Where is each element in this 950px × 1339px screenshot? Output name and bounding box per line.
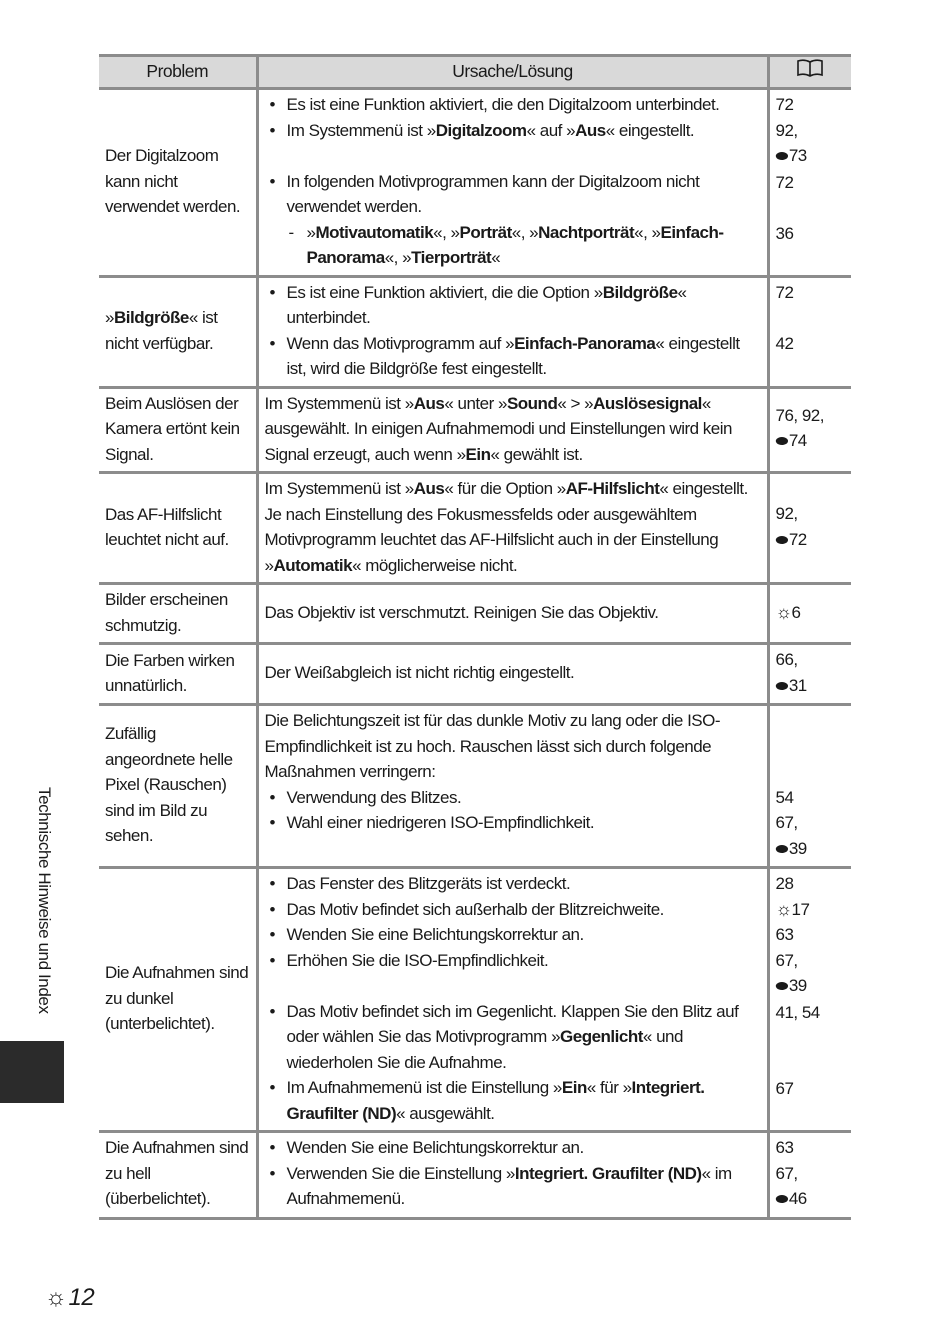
reference-cell bbox=[768, 644, 851, 705]
table-row bbox=[99, 1132, 851, 1219]
reference-cell bbox=[768, 584, 851, 644]
table-row bbox=[99, 473, 851, 584]
table-row bbox=[99, 705, 851, 868]
cause-cell bbox=[257, 89, 768, 277]
page-ref: 72 bbox=[775, 172, 794, 192]
cause-bullet: • Im Systemmenü ist »Digitalzoom« auf »Aus« eingestellt. bbox=[265, 118, 761, 144]
page-ref: 76, 92, bbox=[775, 405, 824, 425]
table-row bbox=[99, 89, 851, 277]
page-ref: 67 bbox=[775, 1079, 794, 1098]
cause-cell bbox=[257, 276, 768, 387]
page-ref: ⬬39 bbox=[775, 976, 807, 995]
scene-mode-list: - »Motivautomatik«, »Porträt«, »Nachtporträt«, »Einfach-Panorama«, »Tierporträt« bbox=[265, 220, 761, 271]
reference-section-icon: ⬬ bbox=[775, 1191, 788, 1208]
cause-cell bbox=[257, 868, 768, 1132]
header-reference bbox=[768, 56, 851, 89]
page-ref: 28 bbox=[775, 874, 794, 893]
cause-cell: Der Weißabgleich ist nicht richtig eingestellt. bbox=[257, 644, 768, 705]
reference-section-icon: ⬬ bbox=[775, 148, 788, 165]
page-ref: 72 bbox=[775, 282, 794, 302]
cause-bullet: • Es ist eine Funktion aktiviert, die die Option »Bildgröße« unterbindet. bbox=[265, 280, 761, 331]
problem-cell: Der Digitalzoom kann nicht verwendet werden. bbox=[99, 89, 257, 277]
page-ref: 72 bbox=[775, 95, 794, 114]
tip-icon: ☼ bbox=[775, 601, 792, 622]
reference-cell bbox=[768, 868, 851, 1132]
tip-icon: ☼ bbox=[45, 1284, 67, 1311]
reference-cell bbox=[768, 89, 851, 277]
table-row bbox=[99, 868, 851, 1132]
page-ref: ☼17 bbox=[776, 897, 846, 923]
problem-cell: Die Farben wirken unnatürlich. bbox=[99, 644, 257, 705]
problem-cell: »Bildgröße« ist nicht verfügbar. bbox=[99, 276, 257, 387]
book-icon bbox=[796, 58, 824, 78]
cause-cell bbox=[257, 705, 768, 868]
cause-bullet: • In folgenden Motivprogrammen kann der Digitalzoom nicht verwendet werden. bbox=[265, 169, 761, 220]
table-row bbox=[99, 276, 851, 387]
header-cause-solution: Ursache/Lösung bbox=[257, 56, 768, 89]
reference-cell bbox=[768, 276, 851, 387]
problem-cell: Zufällig angeordnete helle Pixel (Rauschen) sind im Bild zu sehen. bbox=[99, 705, 257, 868]
reference-cell bbox=[768, 705, 851, 868]
page-ref: 36 bbox=[775, 223, 794, 243]
reference-cell bbox=[768, 1132, 851, 1219]
cause-bullet: • Es ist eine Funktion aktiviert, die den Digitalzoom unterbindet. bbox=[265, 92, 761, 118]
problem-cell: Die Aufnahmen sind zu dunkel (unterbelichtet). bbox=[99, 868, 257, 1132]
table-row bbox=[99, 644, 851, 705]
page-ref: 67, bbox=[775, 1163, 798, 1183]
page-ref: 41, 54 bbox=[775, 1002, 820, 1022]
cause-bullet: • Im Aufnahmemenü ist die Einstellung »Ein« für »Integriert. Graufilter (ND)« ausgewählt. bbox=[265, 1075, 761, 1126]
page-footer bbox=[45, 1284, 94, 1312]
page-ref: 54 bbox=[775, 787, 794, 807]
tip-icon: ☼ bbox=[775, 898, 792, 919]
page-ref: ⬬31 bbox=[775, 675, 807, 695]
table-row bbox=[99, 387, 851, 473]
cause-cell: Das Objektiv ist verschmutzt. Reinigen Sie das Objektiv. bbox=[257, 584, 768, 644]
cause-bullet: • Wenden Sie eine Belichtungskorrektur an. bbox=[265, 1135, 761, 1161]
page-ref: ☼6 bbox=[776, 600, 846, 626]
page-ref: 63 bbox=[775, 925, 794, 944]
page-ref: ⬬74 bbox=[775, 431, 807, 451]
cause-bullet: • Verwendung des Blitzes. bbox=[265, 785, 761, 811]
cause-bullet: • Verwenden Sie die Einstellung »Integriert. Graufilter (ND)« im Aufnahmemenü. bbox=[265, 1161, 761, 1212]
cause-cell: Im Systemmenü ist »Aus« für die Option »AF-Hilfslicht« eingestellt. Je nach Einstellung des Fokusmessfelds oder ausgewähltem Motivprogramm leuchtet das AF-Hilfslicht auch in der Einstellung »Automatik« möglicherweise nicht. bbox=[257, 473, 768, 584]
reference-cell bbox=[768, 387, 851, 473]
page-ref: 66, bbox=[775, 650, 798, 669]
cause-bullet: • Wenden Sie eine Belichtungskorrektur an. bbox=[265, 922, 761, 948]
page-ref: ⬬73 bbox=[775, 146, 807, 165]
page-number: 12 bbox=[68, 1284, 95, 1311]
cause-bullet: • Wenn das Motivprogramm auf »Einfach-Panorama« eingestellt ist, wird die Bildgröße fest eingestellt. bbox=[265, 331, 761, 382]
cause-intro: Die Belichtungszeit ist für das dunkle Motiv zu lang oder die ISO-Empfindlichkeit ist zu hoch. Rauschen lässt sich durch folgende Maßnahmen verringern: bbox=[264, 711, 721, 781]
header-problem: Problem bbox=[99, 56, 257, 89]
table-header-row bbox=[99, 56, 851, 89]
page-ref: ⬬46 bbox=[775, 1189, 807, 1208]
reference-section-icon: ⬬ bbox=[775, 433, 788, 451]
table-row bbox=[99, 584, 851, 644]
troubleshooting-table bbox=[99, 54, 851, 1220]
cause-bullet: • Das Fenster des Blitzgeräts ist verdeckt. bbox=[265, 871, 761, 897]
section-tab bbox=[0, 1041, 64, 1103]
cause-cell bbox=[257, 1132, 768, 1219]
problem-cell: Bilder erscheinen schmutzig. bbox=[99, 584, 257, 644]
problem-cell: Die Aufnahmen sind zu hell (überbelichtet). bbox=[99, 1132, 257, 1219]
page-ref: 67, bbox=[775, 950, 798, 970]
cause-cell: Im Systemmenü ist »Aus« unter »Sound« > »Auslösesignal« ausgewählt. In einigen Aufnahmemodi und Einstellungen wird kein Signal erzeugt, auch wenn »Ein« gewählt ist. bbox=[257, 387, 768, 473]
problem-cell: Das AF-Hilfslicht leuchtet nicht auf. bbox=[99, 473, 257, 584]
page-ref: 92, bbox=[775, 504, 798, 523]
cause-bullet: • Das Motiv befindet sich im Gegenlicht. Klappen Sie den Blitz auf oder wählen Sie das Motivprogramm »Gegenlicht« und wiederholen Sie die Aufnahme. bbox=[265, 999, 761, 1076]
page-ref: 67, bbox=[775, 813, 798, 832]
cause-bullet: • Wahl einer niedrigeren ISO-Empfindlichkeit. bbox=[265, 810, 761, 836]
page-ref: 63 bbox=[775, 1138, 794, 1157]
cause-bullet: • Das Motiv befindet sich außerhalb der Blitzreichweite. bbox=[265, 897, 761, 923]
page-ref: 92, bbox=[775, 120, 798, 140]
page-ref: ⬬39 bbox=[775, 838, 807, 858]
page-ref: 42 bbox=[775, 333, 794, 353]
page-ref: ⬬72 bbox=[775, 529, 807, 549]
cause-bullet: • Erhöhen Sie die ISO-Empfindlichkeit. bbox=[265, 948, 761, 974]
reference-cell bbox=[768, 473, 851, 584]
reference-section-icon: ⬬ bbox=[775, 978, 788, 995]
reference-section-icon: ⬬ bbox=[775, 840, 788, 858]
section-label: Technische Hinweise und Index bbox=[35, 787, 54, 1014]
problem-cell: Beim Auslösen der Kamera ertönt kein Signal. bbox=[99, 387, 257, 473]
reference-section-icon: ⬬ bbox=[775, 531, 788, 549]
reference-section-icon: ⬬ bbox=[775, 677, 788, 695]
